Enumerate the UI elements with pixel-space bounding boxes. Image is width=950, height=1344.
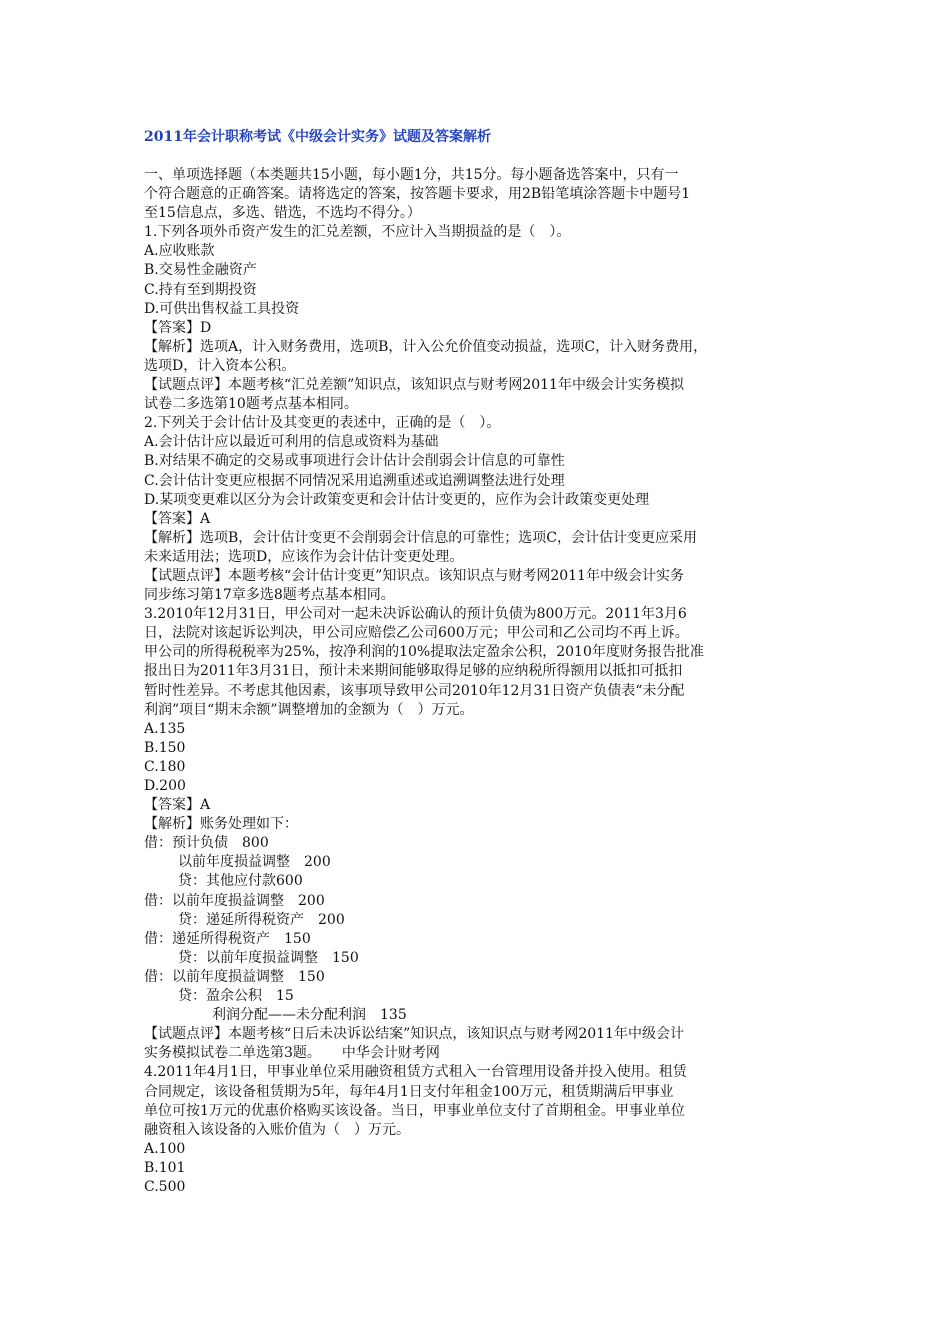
text-line: 【答案】A [144,797,211,814]
text-line: 实务模拟试卷二单选第3题。 中华会计财考网 [144,1045,440,1062]
text-line: C.180 [144,758,186,775]
text-line: 【解析】选项B，会计估计变更不会削弱会计信息的可靠性；选项C，会计估计变更应采用 [144,529,697,546]
text-line: A.100 [144,1140,186,1157]
text-line: C.500 [144,1178,186,1195]
text-line: 贷：盈余公积 15 [178,988,294,1005]
text-line: 个符合题意的正确答案。请将选定的答案，按答题卡要求，用2B铅笔填涂答题卡中题号1 [144,186,691,203]
text-line: 试卷二多选第10题考点基本相同。 [144,396,358,413]
text-line: 单位可按1万元的优惠价格购买该设备。当日，甲事业单位支付了首期租金。甲事业单位 [144,1102,685,1119]
document-page [144,128,814,1197]
text-line: 甲公司的所得税税率为25%，按净利润的10%提取法定盈余公积，2010年度财务报告批准 [144,644,704,661]
text-line: A.会计估计应以最近可利用的信息或资料为基础 [144,434,439,451]
text-line: 暂时性差异。不考虑其他因素，该事项导致甲公司2010年12月31日资产负债表“未分配 [144,682,685,699]
text-line: 一、单项选择题（本类题共15小题，每小题1分，共15分。每小题备选答案中，只有一 [144,167,679,183]
document-title: 2011年会计职称考试《中级会计实务》试题及答案解析 [144,129,491,145]
text-line: A.应收账款 [144,243,215,260]
text-line: 1.下列各项外币资产发生的汇兑差额，不应计入当期损益的是（ ）。 [144,224,571,241]
text-line: 贷：其他应付款600 [178,873,303,890]
text-line: D.某项变更难以区分为会计政策变更和会计估计变更的，应作为会计政策变更处理 [144,491,650,508]
text-line: B.对结果不确定的交易或事项进行会计估计会削弱会计信息的可靠性 [144,453,565,470]
text-line: 报出日为2011年3月31日，预计未来期间能够取得足够的应纳税所得额用以抵扣可抵扣 [144,663,683,680]
text-line: 借：以前年度损益调整 200 [144,892,325,909]
text-line: 融资租入该设备的入账价值为（ ）万元。 [144,1121,410,1138]
text-line: D.可供出售权益工具投资 [144,300,300,317]
text-line: 日，法院对该起诉讼判决，甲公司应赔偿乙公司600万元；甲公司和乙公司均不再上诉。 [144,625,689,642]
text-line: 【试题点评】本题考核“日后未决诉讼结案”知识点，该知识点与财考网2011年中级会计 [144,1026,684,1043]
text-line: B.101 [144,1159,186,1176]
text-line: C.持有至到期投资 [144,281,257,298]
document-body [144,166,814,1197]
text-line: 【答案】A [144,510,211,527]
text-line: 3.2010年12月31日，甲公司对一起未决诉讼确认的预计负债为800万元。2011年3月6 [144,606,687,623]
text-line: 至15信息点，多选、错选，不选均不得分。） [144,205,421,222]
text-line: 2.下列关于会计估计及其变更的表述中，正确的是（ ）。 [144,415,501,432]
text-line: 4.2011年4月1日，甲事业单位采用融资租赁方式租入一台管理用设备并投入使用。租赁 [144,1064,687,1081]
text-line: 【试题点评】本题考核“会计估计变更”知识点。该知识点与财考网2011年中级会计实务 [144,567,684,584]
text-line: B.150 [144,739,186,756]
text-line: 借：递延所得税资产 150 [144,930,311,947]
text-line: 【解析】选项A，计入财务费用，选项B，计入公允价值变动损益，选项C，计入财务费用， [144,338,708,355]
text-line: 未来适用法；选项D，应该作为会计估计变更处理。 [144,548,464,565]
text-line: 选项D，计入资本公积。 [144,357,296,374]
text-line: 以前年度损益调整 200 [178,854,331,871]
text-line: B.交易性金融资产 [144,262,257,279]
text-line: 同步练习第17章多选8题考点基本相同。 [144,587,395,604]
text-line: 【解析】账务处理如下： [144,816,298,833]
text-line: 贷：以前年度损益调整 150 [178,949,359,966]
text-line: A.135 [144,720,186,737]
text-line: 贷：递延所得税资产 200 [178,911,345,928]
text-line: C.会计估计变更应根据不同情况采用追溯重述或追溯调整法进行处理 [144,472,565,489]
text-line: 借：以前年度损益调整 150 [144,968,325,985]
text-line: 借：预计负债 800 [144,835,269,852]
text-line: 【答案】D [144,319,212,336]
text-line: 【试题点评】本题考核“汇兑差额”知识点，该知识点与财考网2011年中级会计实务模拟 [144,377,684,394]
text-line: 利润”项目“期末余额”调整增加的金额为（ ）万元。 [144,701,474,718]
text-line: 合同规定，该设备租赁期为5年，每年4月1日支付年租金100万元，租赁期满后甲事业 [144,1083,674,1100]
text-line: 利润分配——未分配利润 135 [212,1007,407,1024]
text-line: D.200 [144,778,186,794]
